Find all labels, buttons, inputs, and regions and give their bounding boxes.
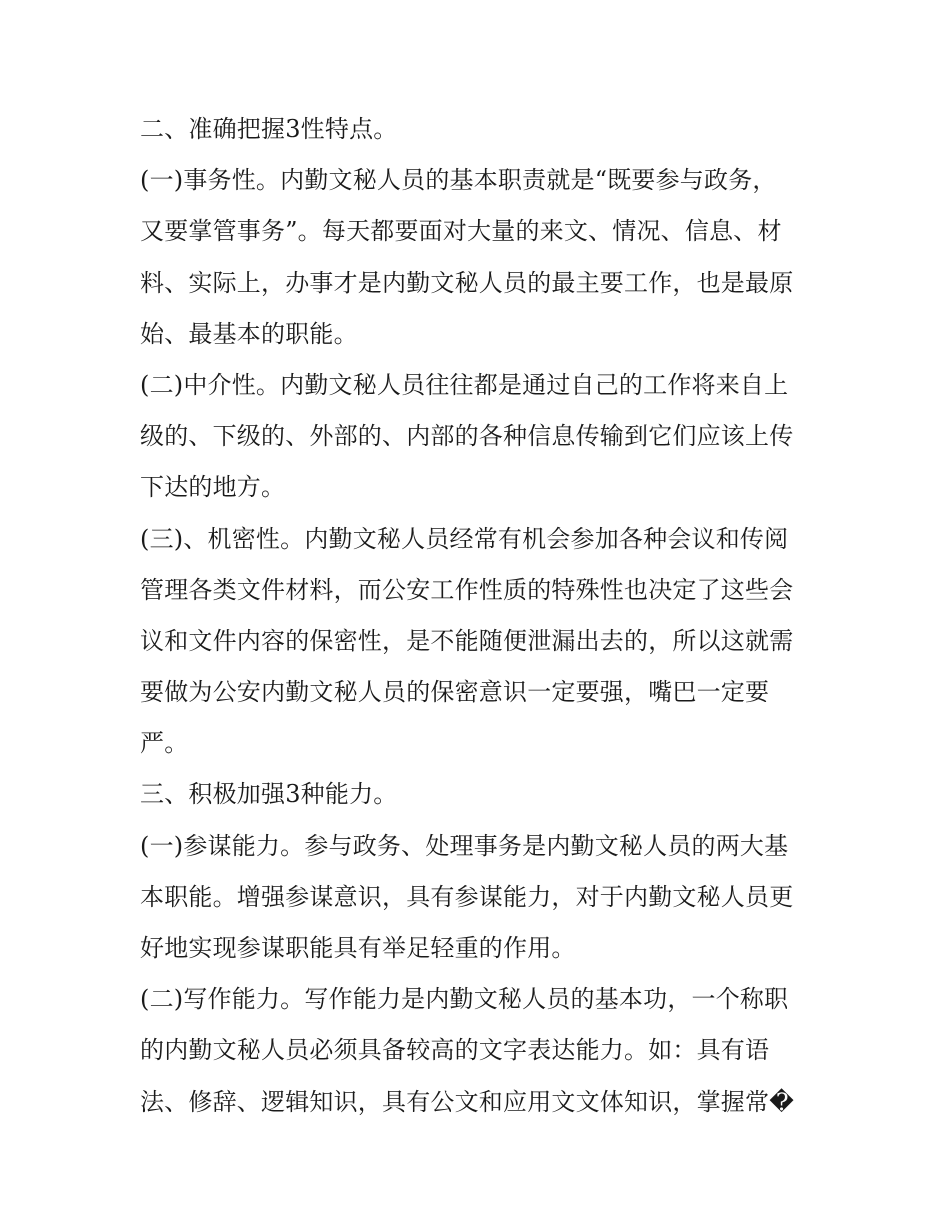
paragraph-line: 又要掌管事务”。每天都要面对大量的来文、情况、信息、材	[140, 217, 782, 246]
paragraph-line: 管理各类文件材料，而公安工作性质的特殊性也决定了这些会	[140, 575, 794, 604]
paragraph-line: 的内勤文秘人员必须具备较高的文字表达能力。如：具有语	[140, 1036, 770, 1065]
heading-section-two: 二、准确把握3性特点。	[140, 115, 398, 143]
paragraph-line: (一)参谋能力。参与政务、处理事务是内勤文秘人员的两大基	[140, 831, 789, 860]
paragraph-line: 级的、下级的、外部的、内部的各种信息传输到它们应该上传	[140, 422, 794, 451]
paragraph-line: 料、实际上，办事才是内勤文秘人员的最主要工作，也是最原	[140, 268, 794, 297]
paragraph-line: 议和文件内容的保密性，是不能随便泄漏出去的，所以这就需	[140, 626, 794, 655]
paragraph-line: 要做为公安内勤文秘人员的保密意识一定要强，嘴巴一定要	[140, 678, 770, 707]
paragraph-line: 始、最基本的职能。	[140, 319, 358, 348]
paragraph-line: (二)中介性。内勤文秘人员往往都是通过自己的工作将来自上	[140, 370, 789, 399]
paragraph-line: 下达的地方。	[140, 473, 286, 502]
paragraph-line: (二)写作能力。写作能力是内勤文秘人员的基本功，一个称职	[140, 985, 789, 1014]
paragraph-line: 好地实现参谋职能具有举足轻重的作用。	[140, 934, 576, 962]
paragraph-line: 本职能。增强参谋意识，具有参谋能力，对于内勤文秘人员更	[140, 882, 794, 911]
heading-section-three: 三、积极加强3种能力。	[140, 780, 398, 809]
paragraph-line: 严。	[140, 729, 189, 758]
paragraph-line: (一)事务性。内勤文秘人员的基本职责就是“既要参与政务，	[140, 166, 777, 195]
document-body	[140, 104, 820, 1128]
paragraph-line: 法、修辞、逻辑知识，具有公文和应用文文体知识，掌握常�	[140, 1087, 795, 1116]
paragraph-line: (三)、机密性。内勤文秘人员经常有机会参加各种会议和传阅	[140, 524, 789, 553]
